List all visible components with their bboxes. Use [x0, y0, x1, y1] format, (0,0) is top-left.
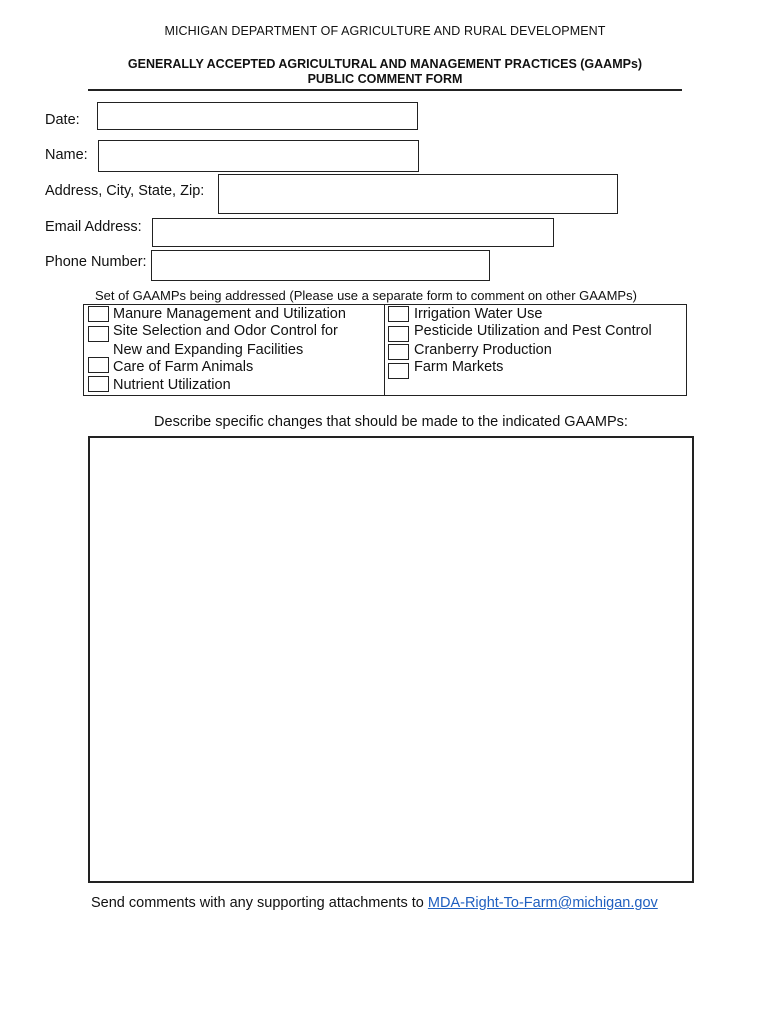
- title-divider: [88, 89, 682, 91]
- checkbox-care-of-farm-animals[interactable]: [88, 357, 109, 373]
- option-pesticide-utilization: Pesticide Utilization and Pest Control: [414, 323, 652, 339]
- email-link[interactable]: MDA-Right-To-Farm@michigan.gov: [427, 895, 658, 911]
- send-text: Send comments with any supporting attachments to: [91, 895, 428, 911]
- option-care-of-farm-animals: Care of Farm Animals: [113, 359, 254, 375]
- name-label: Name:: [45, 147, 88, 163]
- option-cranberry-production: Cranberry Production: [414, 342, 552, 358]
- name-field[interactable]: [98, 140, 419, 172]
- checkbox-cranberry-production[interactable]: [388, 344, 409, 360]
- option-site-selection-cont: New and Expanding Facilities: [113, 342, 304, 358]
- checkbox-irrigation-water-use[interactable]: [388, 306, 409, 322]
- comments-textarea[interactable]: [88, 436, 694, 883]
- option-site-selection: Site Selection and Odor Control for: [113, 323, 338, 339]
- phone-field[interactable]: [151, 250, 490, 281]
- email-label: Email Address:: [45, 219, 142, 235]
- checkbox-site-selection[interactable]: [88, 326, 109, 342]
- send-instructions: [91, 895, 658, 911]
- option-manure-management: Manure Management and Utilization: [113, 306, 346, 322]
- department-name: MICHIGAN DEPARTMENT OF AGRICULTURE AND RURAL DEVELOPMENT: [164, 24, 606, 38]
- gaamps-caption: Set of GAAMPs being addressed (Please use a separate form to comment on other GAAMPs): [95, 288, 637, 303]
- form-title: GENERALLY ACCEPTED AGRICULTURAL AND MANAGEMENT PRACTICES (GAAMPs): [127, 57, 643, 71]
- date-label: Date:: [45, 112, 80, 128]
- option-farm-markets: Farm Markets: [414, 359, 504, 375]
- checkbox-pesticide-utilization[interactable]: [388, 326, 409, 342]
- option-nutrient-utilization: Nutrient Utilization: [113, 377, 231, 393]
- phone-label: Phone Number:: [45, 254, 147, 270]
- address-field[interactable]: [218, 174, 618, 214]
- gaamps-column-divider: [384, 304, 385, 396]
- checkbox-manure-management[interactable]: [88, 306, 109, 322]
- checkbox-nutrient-utilization[interactable]: [88, 376, 109, 392]
- date-field[interactable]: [97, 102, 418, 130]
- form-subtitle: PUBLIC COMMENT FORM: [307, 72, 463, 86]
- address-label: Address, City, State, Zip:: [45, 183, 205, 199]
- comments-prompt: Describe specific changes that should be made to the indicated GAAMPs:: [154, 414, 628, 430]
- email-field[interactable]: [152, 218, 554, 247]
- option-irrigation-water-use: Irrigation Water Use: [414, 306, 543, 322]
- checkbox-farm-markets[interactable]: [388, 363, 409, 379]
